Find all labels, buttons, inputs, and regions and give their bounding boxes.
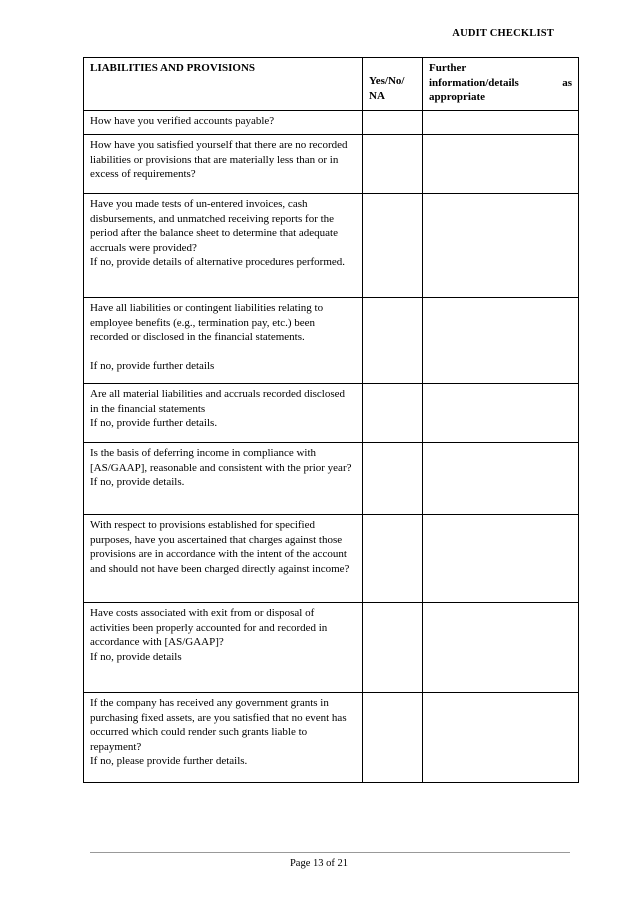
table-row: [84, 515, 579, 603]
further-info-cell[interactable]: [423, 135, 579, 194]
further-info-cell[interactable]: [423, 443, 579, 515]
answer-cell[interactable]: [363, 194, 423, 298]
further-info-cell[interactable]: [423, 515, 579, 603]
further-info-column-heading: [423, 58, 579, 111]
section-heading: LIABILITIES AND PROVISIONS: [84, 58, 363, 111]
further-heading-line3: appropriate: [429, 91, 486, 103]
question-cell: Have costs associated with exit from or disposal of activities been properly accounted for and recorded in accordance with [AS/GAAP]? If no, provide details: [84, 603, 363, 693]
answer-cell[interactable]: [363, 515, 423, 603]
further-heading-line1: Further: [429, 62, 467, 74]
question-cell: Are all material liabilities and accruals recorded disclosed in the financial statements If no, provide further details.: [84, 384, 363, 443]
table-row: [84, 111, 579, 135]
further-heading-line2-word1: information/details: [429, 76, 519, 89]
further-heading-line2: [429, 76, 572, 91]
table-row: [84, 194, 579, 298]
answer-cell[interactable]: [363, 135, 423, 194]
question-cell: Is the basis of deferring income in compliance with [AS/GAAP], reasonable and consistent with the prior year? If no, provide details.: [84, 443, 363, 515]
page-number: Page 13 of 21: [289, 858, 349, 869]
table-row: [84, 384, 579, 443]
answer-cell[interactable]: [363, 298, 423, 384]
question-cell: Have you made tests of un-entered invoices, cash disbursements, and unmatched receiving reports for the period after the balance sheet to determine that adequate accruals were provided? If no, provide details of alternative procedures performed.: [84, 194, 363, 298]
answer-cell[interactable]: [363, 384, 423, 443]
question-cell: How have you satisfied yourself that there are no recorded liabilities or provisions that are materially less than or in excess of requirements?: [84, 135, 363, 194]
further-heading-line2-word2: as: [562, 76, 572, 89]
table-row: [84, 443, 579, 515]
audit-checklist-table: [83, 57, 579, 783]
further-info-cell[interactable]: [423, 603, 579, 693]
answer-column-heading: Yes/No/ NA: [363, 58, 423, 111]
answer-cell[interactable]: [363, 111, 423, 135]
further-info-cell[interactable]: [423, 693, 579, 783]
table-header-row: [84, 58, 579, 111]
table-row: [84, 298, 579, 384]
answer-cell[interactable]: [363, 443, 423, 515]
table-row: [84, 693, 579, 783]
table-row: [84, 135, 579, 194]
question-cell: With respect to provisions established for specified purposes, have you ascertained that charges against those provisions are in accordance with the intent of the account and should not have been charged directly against income?: [84, 515, 363, 603]
further-info-cell[interactable]: [423, 298, 579, 384]
further-info-cell[interactable]: [423, 111, 579, 135]
further-info-cell[interactable]: [423, 384, 579, 443]
document-header: AUDIT CHECKLIST: [452, 28, 554, 39]
question-cell: Have all liabilities or contingent liabilities relating to employee benefits (e.g., termination pay, etc.) been recorded or disclosed in the financial statements. If no, provide further details: [84, 298, 363, 384]
table-row: [84, 603, 579, 693]
answer-cell[interactable]: [363, 693, 423, 783]
answer-cell[interactable]: [363, 603, 423, 693]
question-cell: If the company has received any government grants in purchasing fixed assets, are you satisfied that no event has occurred which could render such grants liable to repayment? If no, please provide further details.: [84, 693, 363, 783]
further-info-cell[interactable]: [423, 194, 579, 298]
footer-divider: [90, 852, 570, 853]
question-cell: How have you verified accounts payable?: [84, 111, 363, 135]
